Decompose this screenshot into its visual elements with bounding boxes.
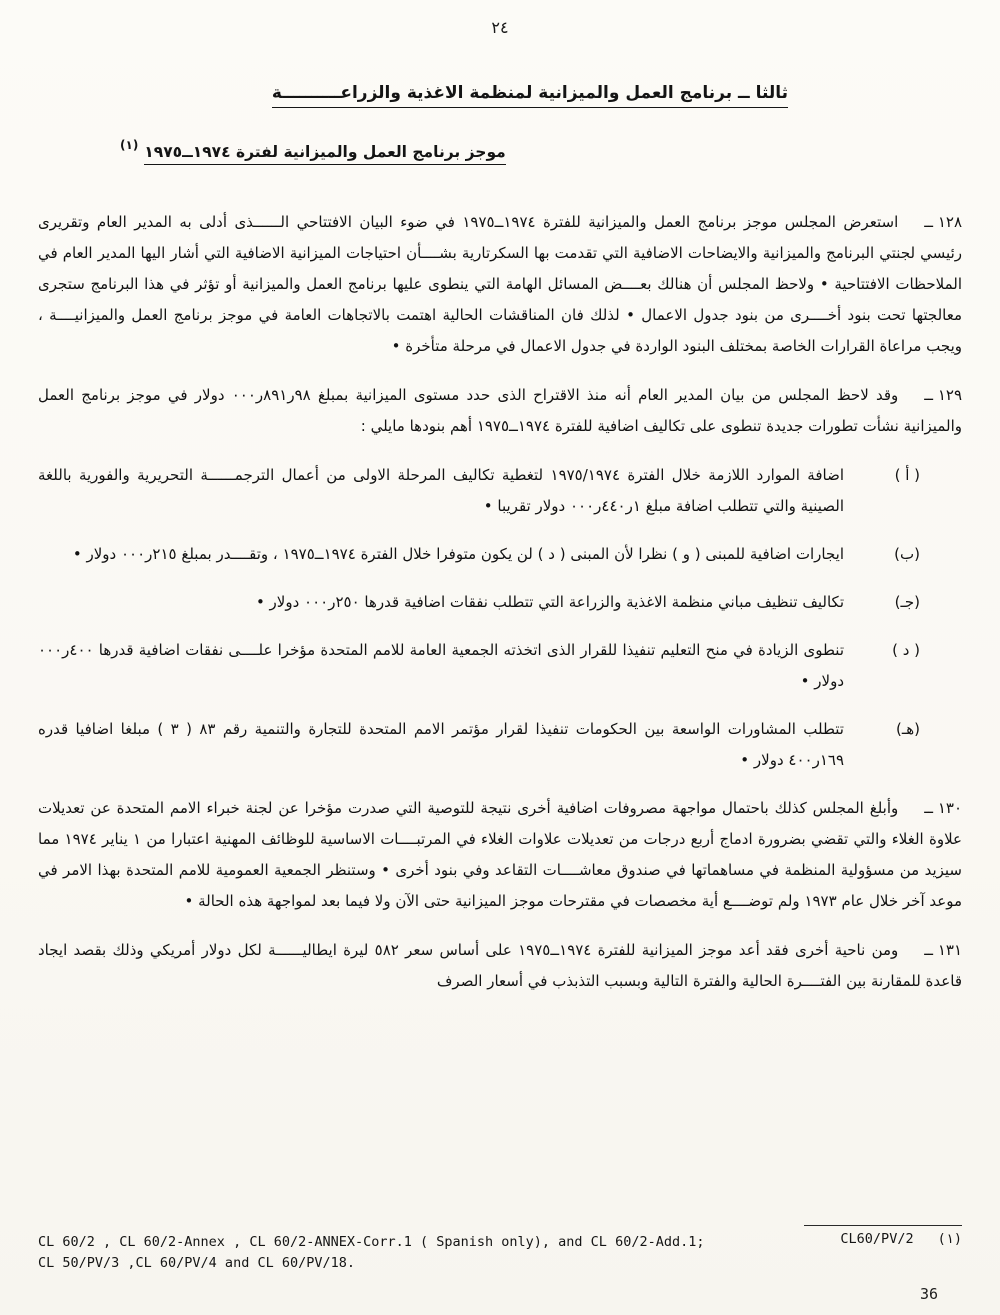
paragraph-text: استعرض المجلس موجز برنامج العمل والميزانية للفترة ١٩٧٤ــ١٩٧٥ في ضوء البيان الافتتاحي الــــــذى أدلى به المدير العام وتقريرى رئيسي لجنتي البرنامج والميزانية والايضاحات الاضافية التي تقدمت بها السكرتارية بشــــأن احتياجات الميزانية الاضافية التي أشار اليها المدير العام في الملاحظات الافتتاحية • ولاحظ المجلس أن هنالك بعــــض المسائل الهامة التي ينطوى عليها برنامج العمل والميزانية أو تؤثر في هذا البرنامج ستجرى معالجتها تحت بنود أخــــرى من بنود جدول الاعمال • لذلك فان المناقشات الحالية اهتمت بالاتجاهات العامة في موجز برنامج العمل والميزانيــــة ، ويجب مراعاة القرارات الخاصة بمختلف البنود الواردة في جدول الاعمال في مرحلة متأخرة •	[38, 213, 962, 355]
paragraph-129	[38, 380, 962, 442]
footnote-line-1	[38, 1231, 962, 1250]
footnote-references: CL 60/2 , CL 60/2-Annex , CL 60/2-ANNEX-Corr.1 ( Spanish only), and CL 60/2-Add.1;	[38, 1234, 705, 1250]
title-row	[38, 83, 962, 108]
list-item-label: (ب)	[894, 545, 920, 563]
section-title: ثالثا ــ برنامج العمل والميزانية لمنظمة الاغذية والزراعــــــــــة	[272, 83, 788, 108]
list-item-text: تتطلب المشاورات الواسعة بين الحكومات تنفيذا لقرار مؤتمر الامم المتحدة للتجارة والتنمية رقم ٨٣ ( ٣ ) مبلغا اضافيا قدره ١٦٩ر٤٠٠ دولار •	[38, 720, 844, 769]
list-item-text: تنطوى الزيادة في منح التعليم تنفيذا للقرار الذى اتخذته الجمعية العامة للامم المتحدة مؤخرا علــــى نفقات اضافية قدرها ٤٠٠ر٠٠٠ دولار •	[38, 641, 844, 690]
paragraph-number: ١٢٩ ــ	[924, 386, 962, 404]
list-item-text: اضافة الموارد اللازمة خلال الفترة ١٩٧٥/١٩٧٤ لتغطية تكاليف المرحلة الاولى من أعمال الترجمــــــة التحريرية والفورية باللغة الصينية والتي تتطلب اضافة مبلغ ١ر٤٤٠ر٠٠٠ دولار تقريبا •	[38, 466, 844, 515]
list-item-label: ( أ )	[894, 466, 920, 484]
document-body	[38, 207, 962, 997]
list-item-c	[38, 587, 920, 618]
list-item-e	[38, 714, 920, 776]
paragraph-130	[38, 793, 962, 917]
paragraph-number: ١٣١ ــ	[924, 941, 962, 959]
list-item-d	[38, 635, 920, 697]
document-subtitle: موجز برنامج العمل والميزانية لفترة ١٩٧٤ــ١٩٧٥	[144, 143, 505, 165]
footnote	[38, 1225, 962, 1271]
footnote-line-2: CL 50/PV/3 ,CL 60/PV/4 and CL 60/PV/18.	[38, 1255, 355, 1271]
bottom-page-number: 36	[919, 1285, 938, 1303]
sub-item-list	[38, 460, 962, 776]
top-page-number: ٢٤	[491, 18, 509, 37]
paragraph-128	[38, 207, 962, 362]
paragraph-text: ومن ناحية أخرى فقد أعد موجز الميزانية للفترة ١٩٧٤ــ١٩٧٥ على أساس سعر ٥٨٢ ليرة ايطاليــــــة لكل دولار أمريكي وذلك بقصد ايجاد قاعدة للمقارنة بين الفتــــرة الحالية والفترة التالية وبسبب التذبذب في أسعار الصرف	[38, 941, 962, 990]
list-item-label: ( د )	[892, 641, 920, 659]
paragraph-number: ١٢٨ ــ	[924, 213, 962, 231]
paragraph-number: ١٣٠ ــ	[924, 799, 962, 817]
footnote-reference-tail: CL60/PV/2	[840, 1231, 914, 1247]
subtitle-footnote-ref: (١)	[120, 138, 139, 152]
list-item-label: (هـ)	[895, 720, 920, 738]
list-item-label: (جـ)	[894, 593, 920, 611]
list-item-text: تكاليف تنظيف مباني منظمة الاغذية والزراعة التي تتطلب نفقات اضافية قدرها ٢٥٠ر٠٠٠ دولار •	[255, 593, 844, 611]
list-item-text: ايجارات اضافية للمبنى ( و ) نظرا لأن المبنى ( د ) لن يكون متوفرا خلال الفترة ١٩٧٤ــ١٩٧٥ ، وتقــــدر بمبلغ ٢١٥ر٠٠٠ دولار •	[72, 545, 844, 563]
footnote-separator	[804, 1225, 962, 1226]
footnote-marker: (١)	[937, 1231, 962, 1247]
subtitle-row	[38, 138, 962, 165]
list-item-a	[38, 460, 920, 522]
paragraph-131	[38, 935, 962, 997]
paragraph-text: وأبلغ المجلس كذلك باحتمال مواجهة مصروفات اضافية أخرى نتيجة للتوصية التي صدرت مؤخرا عن لجنة خبراء الامم المتحدة عن تعديلات علاوة الغلاء والتي تقضي بضرورة ادماج أربع درجات من تعديلات علاوات الغلاء في المرتبــــات الاساسية للوظائف المهنية اعتبارا من ١ يناير ١٩٧٤ مما سيزيد من مسؤولية المنظمة في مساهماتها في صندوق معاشــــات التقاعد وفي بنود أخرى • وستنظر الجمعية العمومية للامم المتحدة بهذا الامر في موعد آخر خلال عام ١٩٧٣ ولم توضــــع أية مخصصات في مقترحات موجز الميزانية حتى الآن ولا فيما بعد لمواجهة هذه الحالة •	[38, 799, 962, 910]
list-item-b	[38, 539, 920, 570]
paragraph-text: وقد لاحظ المجلس من بيان المدير العام أنه منذ الاقتراح الذى حدد مستوى الميزانية بمبلغ ٩٨ر٨٩١ر٠٠٠ دولار في موجز برنامج العمل والميزانية نشأت تطورات جديدة تنطوى على تكاليف اضافية للفترة ١٩٧٤ــ١٩٧٥ أهم بنودها مايلي :	[38, 386, 962, 435]
